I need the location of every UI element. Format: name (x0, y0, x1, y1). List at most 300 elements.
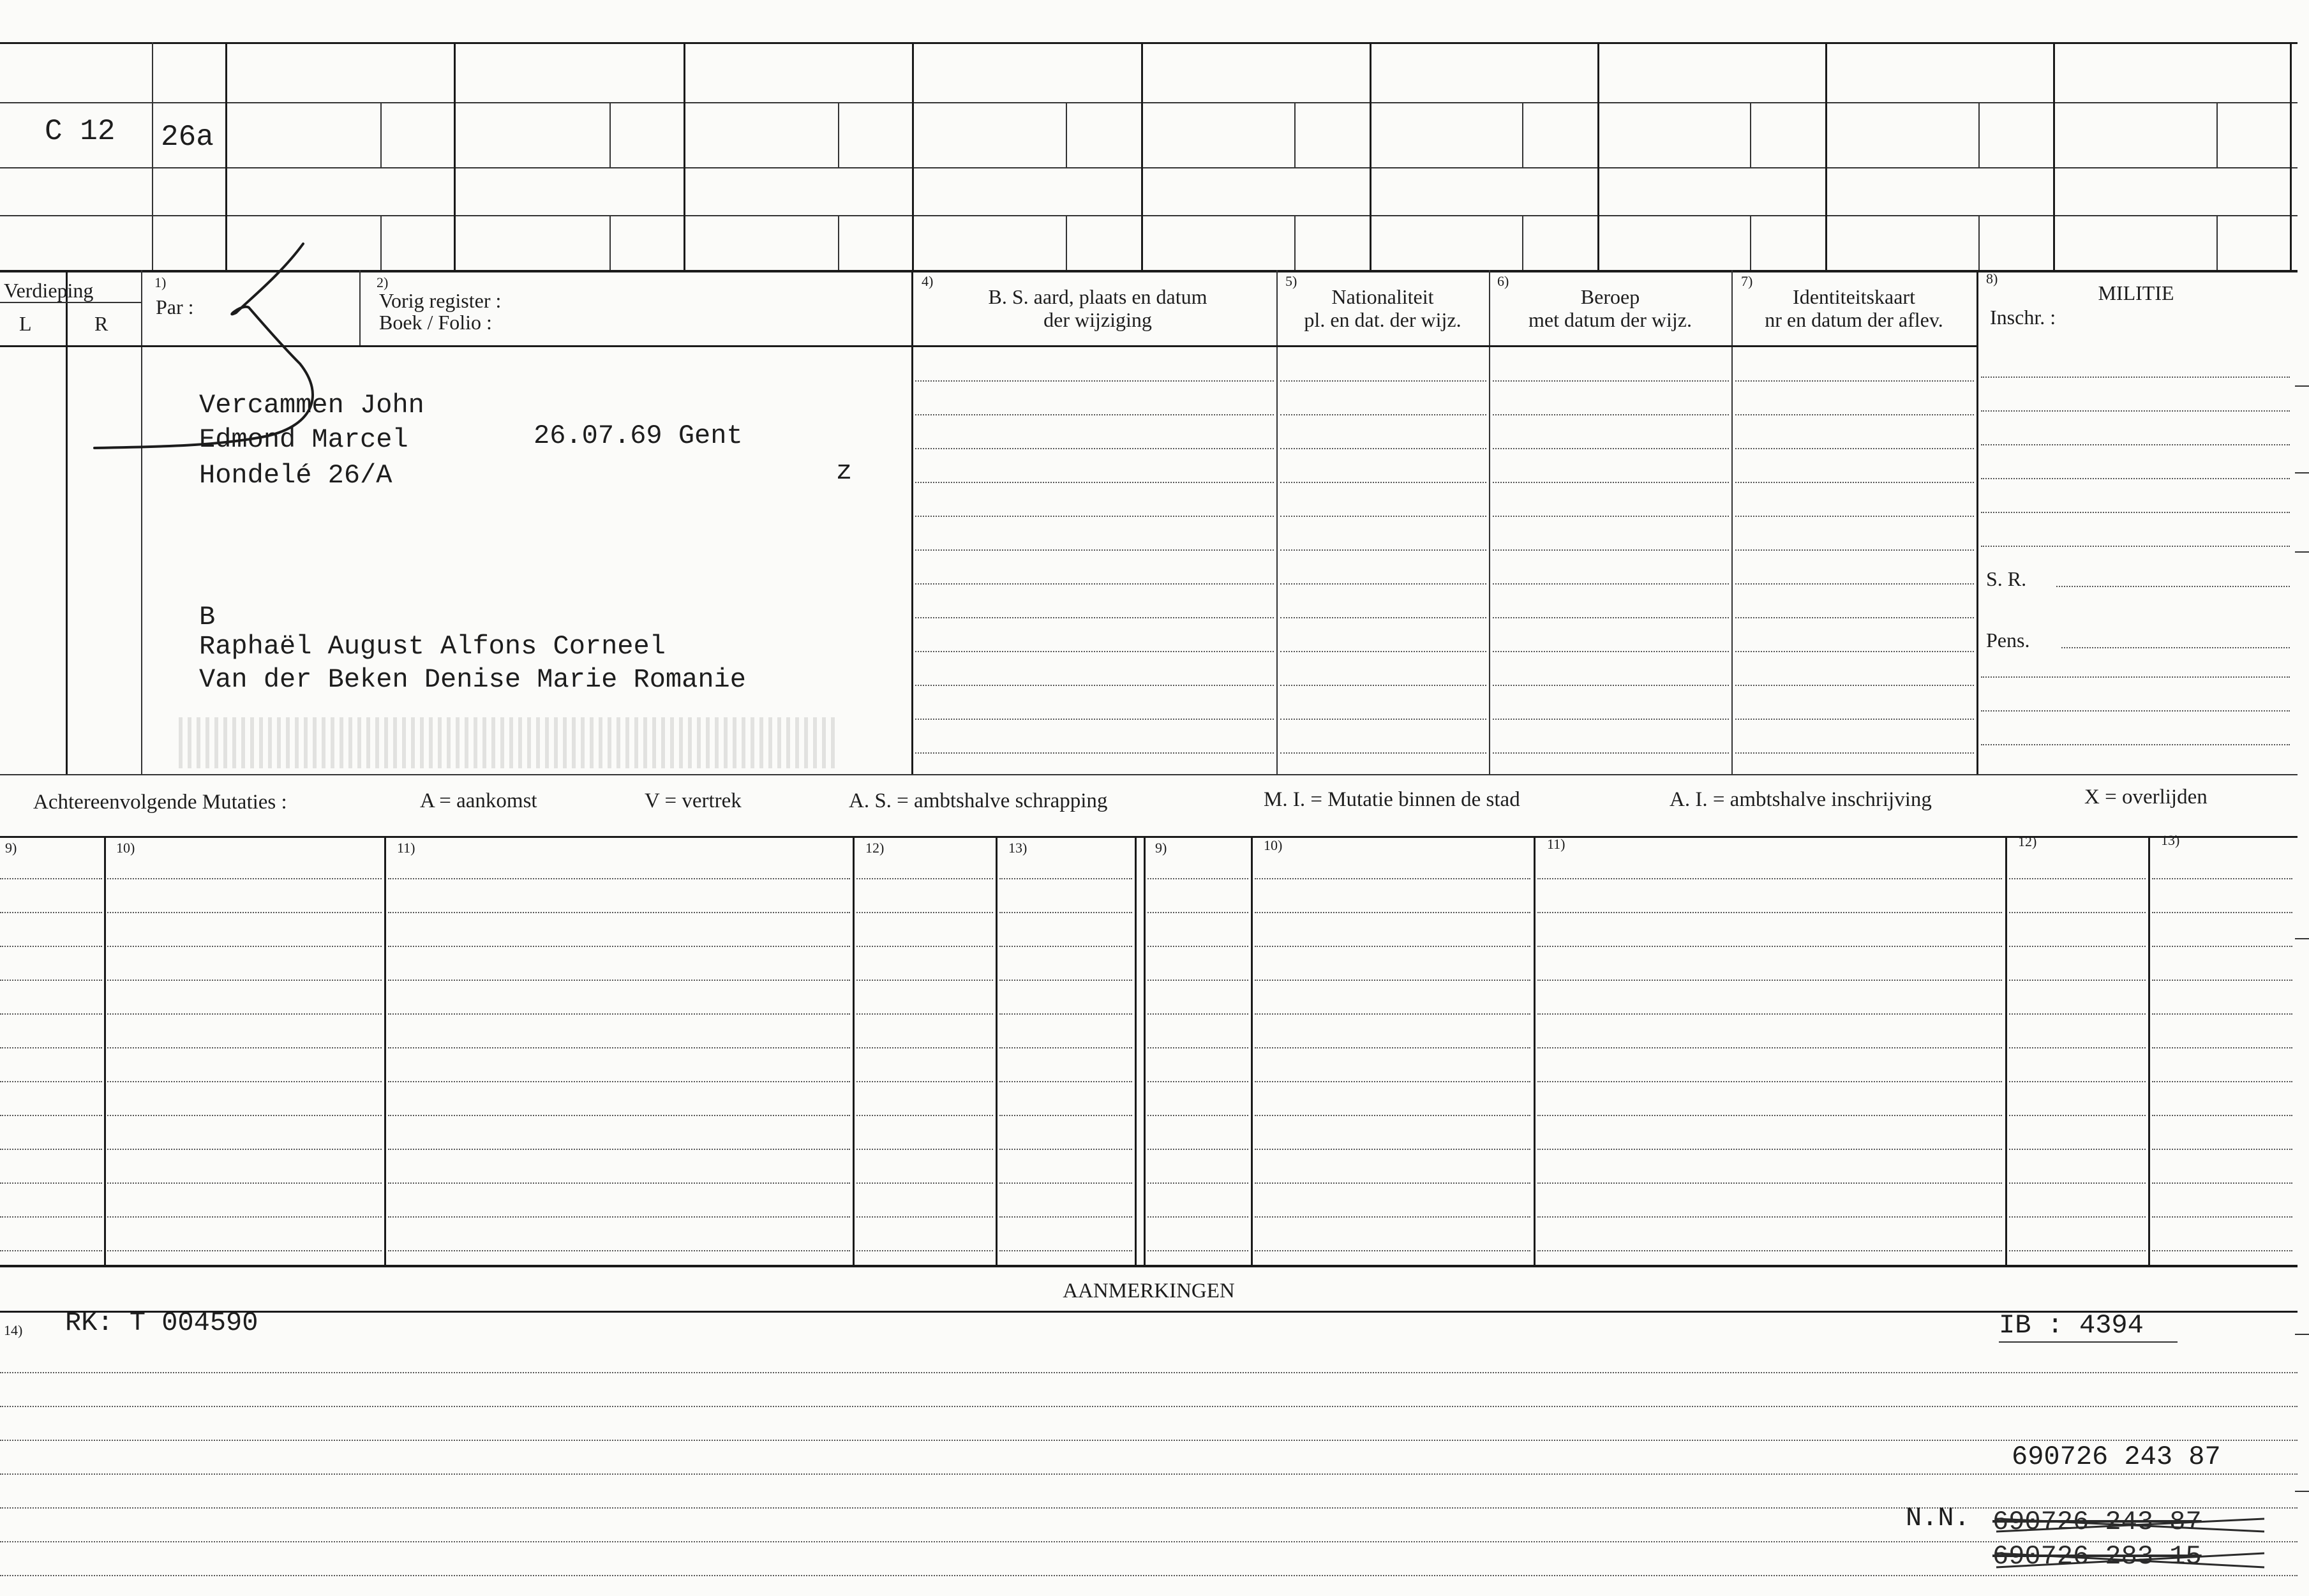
ruling-line (1255, 1216, 1530, 1218)
header-sub-line (838, 102, 839, 167)
ruling-line (915, 380, 1274, 382)
ruling-line (1255, 1047, 1530, 1048)
header-sub-line (1978, 215, 1980, 270)
ruling-line (0, 1372, 2298, 1373)
ruling-line (107, 1047, 382, 1048)
field-number-5: 5) (1285, 273, 1297, 289)
ruling-line (1255, 980, 1530, 981)
ruling-line (1981, 478, 2290, 479)
ruling-line (0, 1047, 102, 1048)
ruling-line (1735, 549, 1974, 551)
ruling-line (915, 583, 1274, 585)
ruling-line (1735, 482, 1974, 483)
register-code: C 12 (45, 115, 116, 148)
ruling-line (1280, 516, 1486, 517)
ruling-line (999, 1081, 1132, 1082)
ruling-line (2009, 912, 2146, 913)
col5-header-line1: Nationaliteit (1331, 285, 1434, 308)
ruling-line (999, 1182, 1132, 1184)
field-number-6: 6) (1497, 273, 1509, 289)
ruling-line (0, 1250, 102, 1251)
person-birth: 26.07.69 Gent (534, 421, 743, 451)
ruling-line (1255, 1182, 1530, 1184)
militie-sr-dotted-line (2056, 586, 2290, 587)
ruling-line (915, 414, 1274, 415)
ruling-line (856, 1216, 993, 1218)
ruling-line (915, 448, 1274, 449)
edge-tick (2295, 385, 2309, 387)
mutaties-label: Achtereenvolgende Mutaties : (33, 791, 287, 814)
header-sub-line (1294, 215, 1296, 270)
ruling-line (0, 1149, 102, 1150)
ruling-line (1537, 980, 2002, 981)
col4-header-line1: B. S. aard, plaats en datum (988, 285, 1207, 308)
ruling-line (2009, 1182, 2146, 1184)
ruling-line (107, 1250, 382, 1251)
mutation-col-line (384, 836, 386, 1265)
militie-sr-label: S. R. (1986, 567, 2027, 590)
ruling-line (1735, 583, 1974, 585)
header-sub-line (1522, 215, 1523, 270)
ruling-line (1735, 414, 1974, 415)
ruling-line (0, 1013, 102, 1015)
ruling-line (0, 1406, 2298, 1407)
ruling-line (915, 651, 1274, 652)
ruling-line (1735, 651, 1974, 652)
header-sub-line (152, 167, 153, 215)
militie-pens-dotted-line (2061, 647, 2290, 648)
ruling-line (1280, 448, 1486, 449)
ruling-line (1537, 1047, 2002, 1048)
ruling-line (1493, 583, 1729, 585)
ruling-line (1280, 651, 1486, 652)
ruling-line (0, 1473, 2298, 1475)
header-sub-line (1750, 102, 1751, 167)
ruling-line (388, 1250, 850, 1251)
mutation-col-line (2148, 836, 2150, 1265)
field-number-4: 4) (922, 273, 934, 289)
ruling-line (2152, 1081, 2292, 1082)
mutation-col-line (1251, 836, 1253, 1265)
ruling-line (856, 1047, 993, 1048)
ruling-line (0, 1182, 102, 1184)
nn-struck-number-1: 690726 243 87 (1992, 1507, 2202, 1537)
ruling-line (915, 516, 1274, 517)
ruling-line (856, 1013, 993, 1015)
mutation-col-10b: 10) (1264, 837, 1283, 853)
ruling-line (1537, 1216, 2002, 1218)
ruling-line (1493, 448, 1729, 449)
ruling-line (1255, 1250, 1530, 1251)
section-line (1976, 270, 1978, 774)
ruling-line (1735, 516, 1974, 517)
ruling-line (2009, 1250, 2146, 1251)
ruling-line (1493, 414, 1729, 415)
ruling-line (388, 1216, 850, 1218)
ruling-line (1147, 1216, 1248, 1218)
mutation-col-line (1534, 836, 1536, 1265)
edge-tick (2295, 1334, 2309, 1335)
register-sub-code: 26a (161, 121, 214, 154)
ib-number: IB : 4394 (1999, 1310, 2144, 1341)
ruling-line (1255, 1013, 1530, 1015)
ruling-line (0, 1081, 102, 1082)
ruling-line (0, 1541, 2298, 1542)
ruling-line (2009, 1115, 2146, 1116)
ruling-line (1981, 377, 2290, 378)
mutaties-top-rule (0, 774, 2298, 775)
ruling-line (107, 878, 382, 879)
ruling-line (388, 1047, 850, 1048)
header-sub-line (1066, 102, 1067, 167)
ruling-line (1255, 946, 1530, 947)
ruling-line (2152, 1149, 2292, 1150)
par-label: Par : (156, 295, 194, 318)
ruling-line (915, 617, 1274, 618)
header-col-line (2053, 42, 2055, 270)
ruling-line (2152, 1115, 2292, 1116)
ruling-line (2152, 912, 2292, 913)
header-sub-line (2216, 102, 2218, 167)
ruling-line (2009, 1013, 2146, 1015)
header-sub-line (1294, 102, 1296, 167)
mutation-col-11b: 11) (1547, 836, 1565, 852)
header-rule-3 (0, 215, 2298, 216)
ruling-line (1537, 1250, 2002, 1251)
mutation-col-9: 9) (5, 840, 17, 856)
col5-header-line2: pl. en dat. der wijz. (1304, 308, 1461, 331)
ruling-line (1493, 617, 1729, 618)
verdieping-label: Verdieping (4, 279, 94, 302)
ruling-line (999, 980, 1132, 981)
ruling-line (388, 946, 850, 947)
field-number-2: 2) (377, 274, 389, 290)
handwritten-signature-mark (89, 236, 332, 459)
edge-tick (2295, 1491, 2309, 1492)
ruling-line (2009, 980, 2146, 981)
ruling-line (107, 1216, 382, 1218)
ruling-line (388, 980, 850, 981)
header-col-line (1370, 42, 1371, 270)
col7-header-line1: Identiteitskaart (1793, 285, 1915, 308)
ruling-line (1255, 1115, 1530, 1116)
aanmerkingen-header-rule (0, 1311, 2298, 1313)
ruling-line (1537, 1182, 2002, 1184)
ruling-line (915, 752, 1274, 754)
header-sub-line (380, 215, 382, 270)
ruling-line (1981, 744, 2290, 745)
ruling-line (1280, 380, 1486, 382)
ruling-line (1147, 878, 1248, 879)
ruling-line (107, 1149, 382, 1150)
mutation-col-12b: 12) (2018, 833, 2037, 849)
header-col-line (1825, 42, 1827, 270)
vorig-register-label: Vorig register : (379, 289, 502, 312)
ruling-line (0, 878, 102, 879)
person-mother: Van der Beken Denise Marie Romanie (199, 664, 746, 695)
ruling-line (1147, 946, 1248, 947)
person-mark: z (836, 456, 853, 487)
ruling-line (2152, 878, 2292, 879)
ruling-line (2009, 878, 2146, 879)
mutation-col-line (104, 836, 106, 1265)
header-rule-2 (0, 167, 2298, 168)
header-col-line (1141, 42, 1143, 270)
ruling-line (915, 549, 1274, 551)
ruling-line (0, 1216, 102, 1218)
legend-mutatie-binnen-stad: M. I. = Mutatie binnen de stad (1264, 788, 1520, 811)
ruling-line (2152, 946, 2292, 947)
ruling-line (1147, 1013, 1248, 1015)
ruling-line (0, 946, 102, 947)
field-number-7: 7) (1741, 273, 1753, 289)
ib-underline (1999, 1341, 2178, 1343)
header-sub-line (152, 42, 153, 102)
legend-overlijden: X = overlijden (2084, 786, 2208, 809)
ruling-line (1280, 482, 1486, 483)
ruling-line (1537, 878, 2002, 879)
header-sub-line (838, 215, 839, 270)
ruling-line (999, 912, 1132, 913)
header-sub-line (1750, 215, 1751, 270)
mutation-col-line (1135, 836, 1137, 1265)
mutation-col-10: 10) (116, 840, 135, 856)
ruling-line (1493, 651, 1729, 652)
ruling-line (1493, 380, 1729, 382)
ruling-line (915, 685, 1274, 686)
nn-label: N.N. (1906, 1503, 1970, 1533)
ruling-line (1147, 1081, 1248, 1082)
ruling-line (107, 1081, 382, 1082)
header-col-line (1597, 42, 1599, 270)
ruling-line (1537, 1149, 2002, 1150)
ruling-line (1280, 414, 1486, 415)
legend-vertrek: V = vertrek (645, 789, 742, 812)
edge-tick (2295, 938, 2309, 939)
header-col-line (684, 42, 685, 270)
header-sub-line (1066, 215, 1067, 270)
mutation-col-line (2005, 836, 2007, 1265)
legend-ambtshalve-inschrijving: A. I. = ambtshalve inschrijving (1670, 788, 1932, 811)
ruling-line (999, 1047, 1132, 1048)
mutation-col-13b: 13) (2161, 832, 2180, 848)
ruling-line (107, 946, 382, 947)
ruling-line (1280, 685, 1486, 686)
ruling-line (999, 1250, 1132, 1251)
ruling-line (107, 912, 382, 913)
edge-tick (2295, 551, 2309, 553)
ruling-line (107, 1115, 382, 1116)
edge-tick (2295, 472, 2309, 474)
ruling-line (1493, 516, 1729, 517)
header-bottom-rule (0, 270, 2298, 272)
ruling-line (1981, 546, 2290, 547)
ruling-line (1735, 685, 1974, 686)
ruling-line (1255, 1081, 1530, 1082)
ruling-line (1537, 1115, 2002, 1116)
ruling-line (1493, 482, 1729, 483)
ruling-line (2152, 1250, 2292, 1251)
ruling-line (2152, 1047, 2292, 1048)
ruling-line (856, 946, 993, 947)
ruling-line (856, 878, 993, 879)
ruling-line (2152, 1216, 2292, 1218)
ruling-line (2009, 1216, 2146, 1218)
header-sub-line (1978, 102, 1980, 167)
ruling-line (1981, 410, 2290, 412)
ruling-line (1537, 912, 2002, 913)
ruling-line (0, 1440, 2298, 1441)
ruling-line (388, 1115, 850, 1116)
ruling-line (107, 1013, 382, 1015)
ruling-line (999, 1216, 1132, 1218)
ruling-line (2152, 1013, 2292, 1015)
militie-pens-label: Pens. (1986, 629, 2030, 652)
ruling-line (0, 1575, 2298, 1576)
ruling-line (2152, 1182, 2292, 1184)
ruling-line (1280, 752, 1486, 754)
ruling-line (2009, 1047, 2146, 1048)
header-rule-1 (0, 102, 2298, 103)
ruling-line (999, 1115, 1132, 1116)
ruling-line (107, 1182, 382, 1184)
ruling-line (1255, 878, 1530, 879)
ruling-line (856, 1149, 993, 1150)
ruling-line (1147, 1250, 1248, 1251)
header-col-line (454, 42, 456, 270)
mutation-col-12: 12) (865, 840, 885, 856)
ruling-line (1493, 752, 1729, 754)
ruling-line (1735, 380, 1974, 382)
top-border (0, 42, 2298, 44)
aanmerkingen-title: AANMERKINGEN (1063, 1279, 1235, 1302)
person-father: Raphaël August Alfons Corneel (199, 631, 666, 662)
ruling-line (1147, 980, 1248, 981)
field-number-14: 14) (4, 1322, 23, 1338)
ruling-line (1537, 946, 2002, 947)
militie-title: MILITIE (2098, 281, 2174, 304)
ruling-line (915, 482, 1274, 483)
ruling-line (1280, 549, 1486, 551)
person-address: Hondelé 26/A (199, 460, 392, 491)
mutation-col-9b: 9) (1155, 840, 1167, 856)
strike-through-marks (1990, 1506, 2271, 1576)
ruling-line (2152, 980, 2292, 981)
ruling-line (1493, 685, 1729, 686)
ruling-line (999, 946, 1132, 947)
ruling-line (1255, 912, 1530, 913)
verdieping-right-label: R (94, 312, 108, 335)
ruling-line (1147, 1149, 1248, 1150)
faded-erased-text (179, 717, 836, 768)
boek-folio-label: Boek / Folio : (379, 311, 492, 334)
ruling-line (1537, 1081, 2002, 1082)
nn-struck-number-2: 690726 283 15 (1992, 1541, 2202, 1572)
ruling-line (1735, 448, 1974, 449)
ruling-line (1280, 719, 1486, 720)
field-number-8: 8) (1986, 271, 1998, 287)
ruling-line (388, 1013, 850, 1015)
militie-inschr-label: Inschr. : (1990, 306, 2056, 329)
ruling-line (1493, 719, 1729, 720)
ruling-line (388, 1149, 850, 1150)
mutation-col-line (853, 836, 855, 1265)
ruling-line (0, 912, 102, 913)
col6-header-line1: Beroep (1580, 285, 1640, 308)
ruling-line (999, 878, 1132, 879)
ruling-line (1255, 1149, 1530, 1150)
ruling-line (915, 719, 1274, 720)
ruling-line (856, 1250, 993, 1251)
field-number-1: 1) (154, 274, 167, 290)
mutation-col-line (996, 836, 998, 1265)
mutaties-header-rule (0, 836, 2298, 838)
ruling-line (1147, 1047, 1248, 1048)
ruling-line (856, 912, 993, 913)
header-sub-line (609, 102, 611, 167)
header-sub-line (380, 102, 382, 167)
ruling-line (1147, 912, 1248, 913)
legend-ambtshalve-schrapping: A. S. = ambtshalve schrapping (849, 789, 1108, 812)
ruling-line (1280, 583, 1486, 585)
header-col-line (912, 42, 914, 270)
ruling-line (2009, 1149, 2146, 1150)
ruling-line (856, 1081, 993, 1082)
ruling-line (0, 1115, 102, 1116)
ruling-line (1735, 752, 1974, 754)
legend-aankomst: A = aankomst (420, 789, 537, 812)
verdieping-left-label: L (19, 312, 32, 335)
national-number: 690726 243 87 (2012, 1442, 2221, 1472)
ruling-line (856, 980, 993, 981)
ruling-line (0, 980, 102, 981)
col6-header-line2: met datum der wijz. (1528, 308, 1692, 331)
ruling-line (2009, 946, 2146, 947)
ruling-line (1981, 676, 2290, 678)
person-middle-names: Edmond Marcel (199, 424, 408, 455)
person-b-label: B (199, 602, 216, 632)
ruling-line (2009, 1081, 2146, 1082)
ruling-line (1493, 549, 1729, 551)
ruling-line (1147, 1182, 1248, 1184)
section-line (359, 270, 361, 345)
mutation-col-line (1144, 836, 1146, 1265)
ruling-line (388, 1081, 850, 1082)
ruling-line (107, 980, 382, 981)
header-sub-line (2216, 215, 2218, 270)
col4-header-line2: der wijziging (1043, 308, 1152, 331)
ruling-line (999, 1149, 1132, 1150)
ruling-line (856, 1115, 993, 1116)
ruling-line (1981, 512, 2290, 513)
header-sub-line (152, 102, 153, 167)
rk-number: RK: T 004590 (65, 1308, 258, 1338)
mutation-col-11: 11) (397, 840, 415, 856)
header-col-line (2290, 42, 2292, 270)
ruling-line (1735, 617, 1974, 618)
ruling-line (388, 912, 850, 913)
ruling-line (856, 1182, 993, 1184)
col7-header-line2: nr en datum der aflev. (1765, 308, 1943, 331)
ruling-line (1981, 710, 2290, 712)
ruling-line (1981, 444, 2290, 445)
ruling-line (1147, 1115, 1248, 1116)
ruling-line (1537, 1013, 2002, 1015)
person-surname-first: Vercammen John (199, 390, 424, 421)
mutation-col-13: 13) (1008, 840, 1027, 856)
ruling-line (388, 878, 850, 879)
mutation-bottom-rule (0, 1265, 2298, 1267)
